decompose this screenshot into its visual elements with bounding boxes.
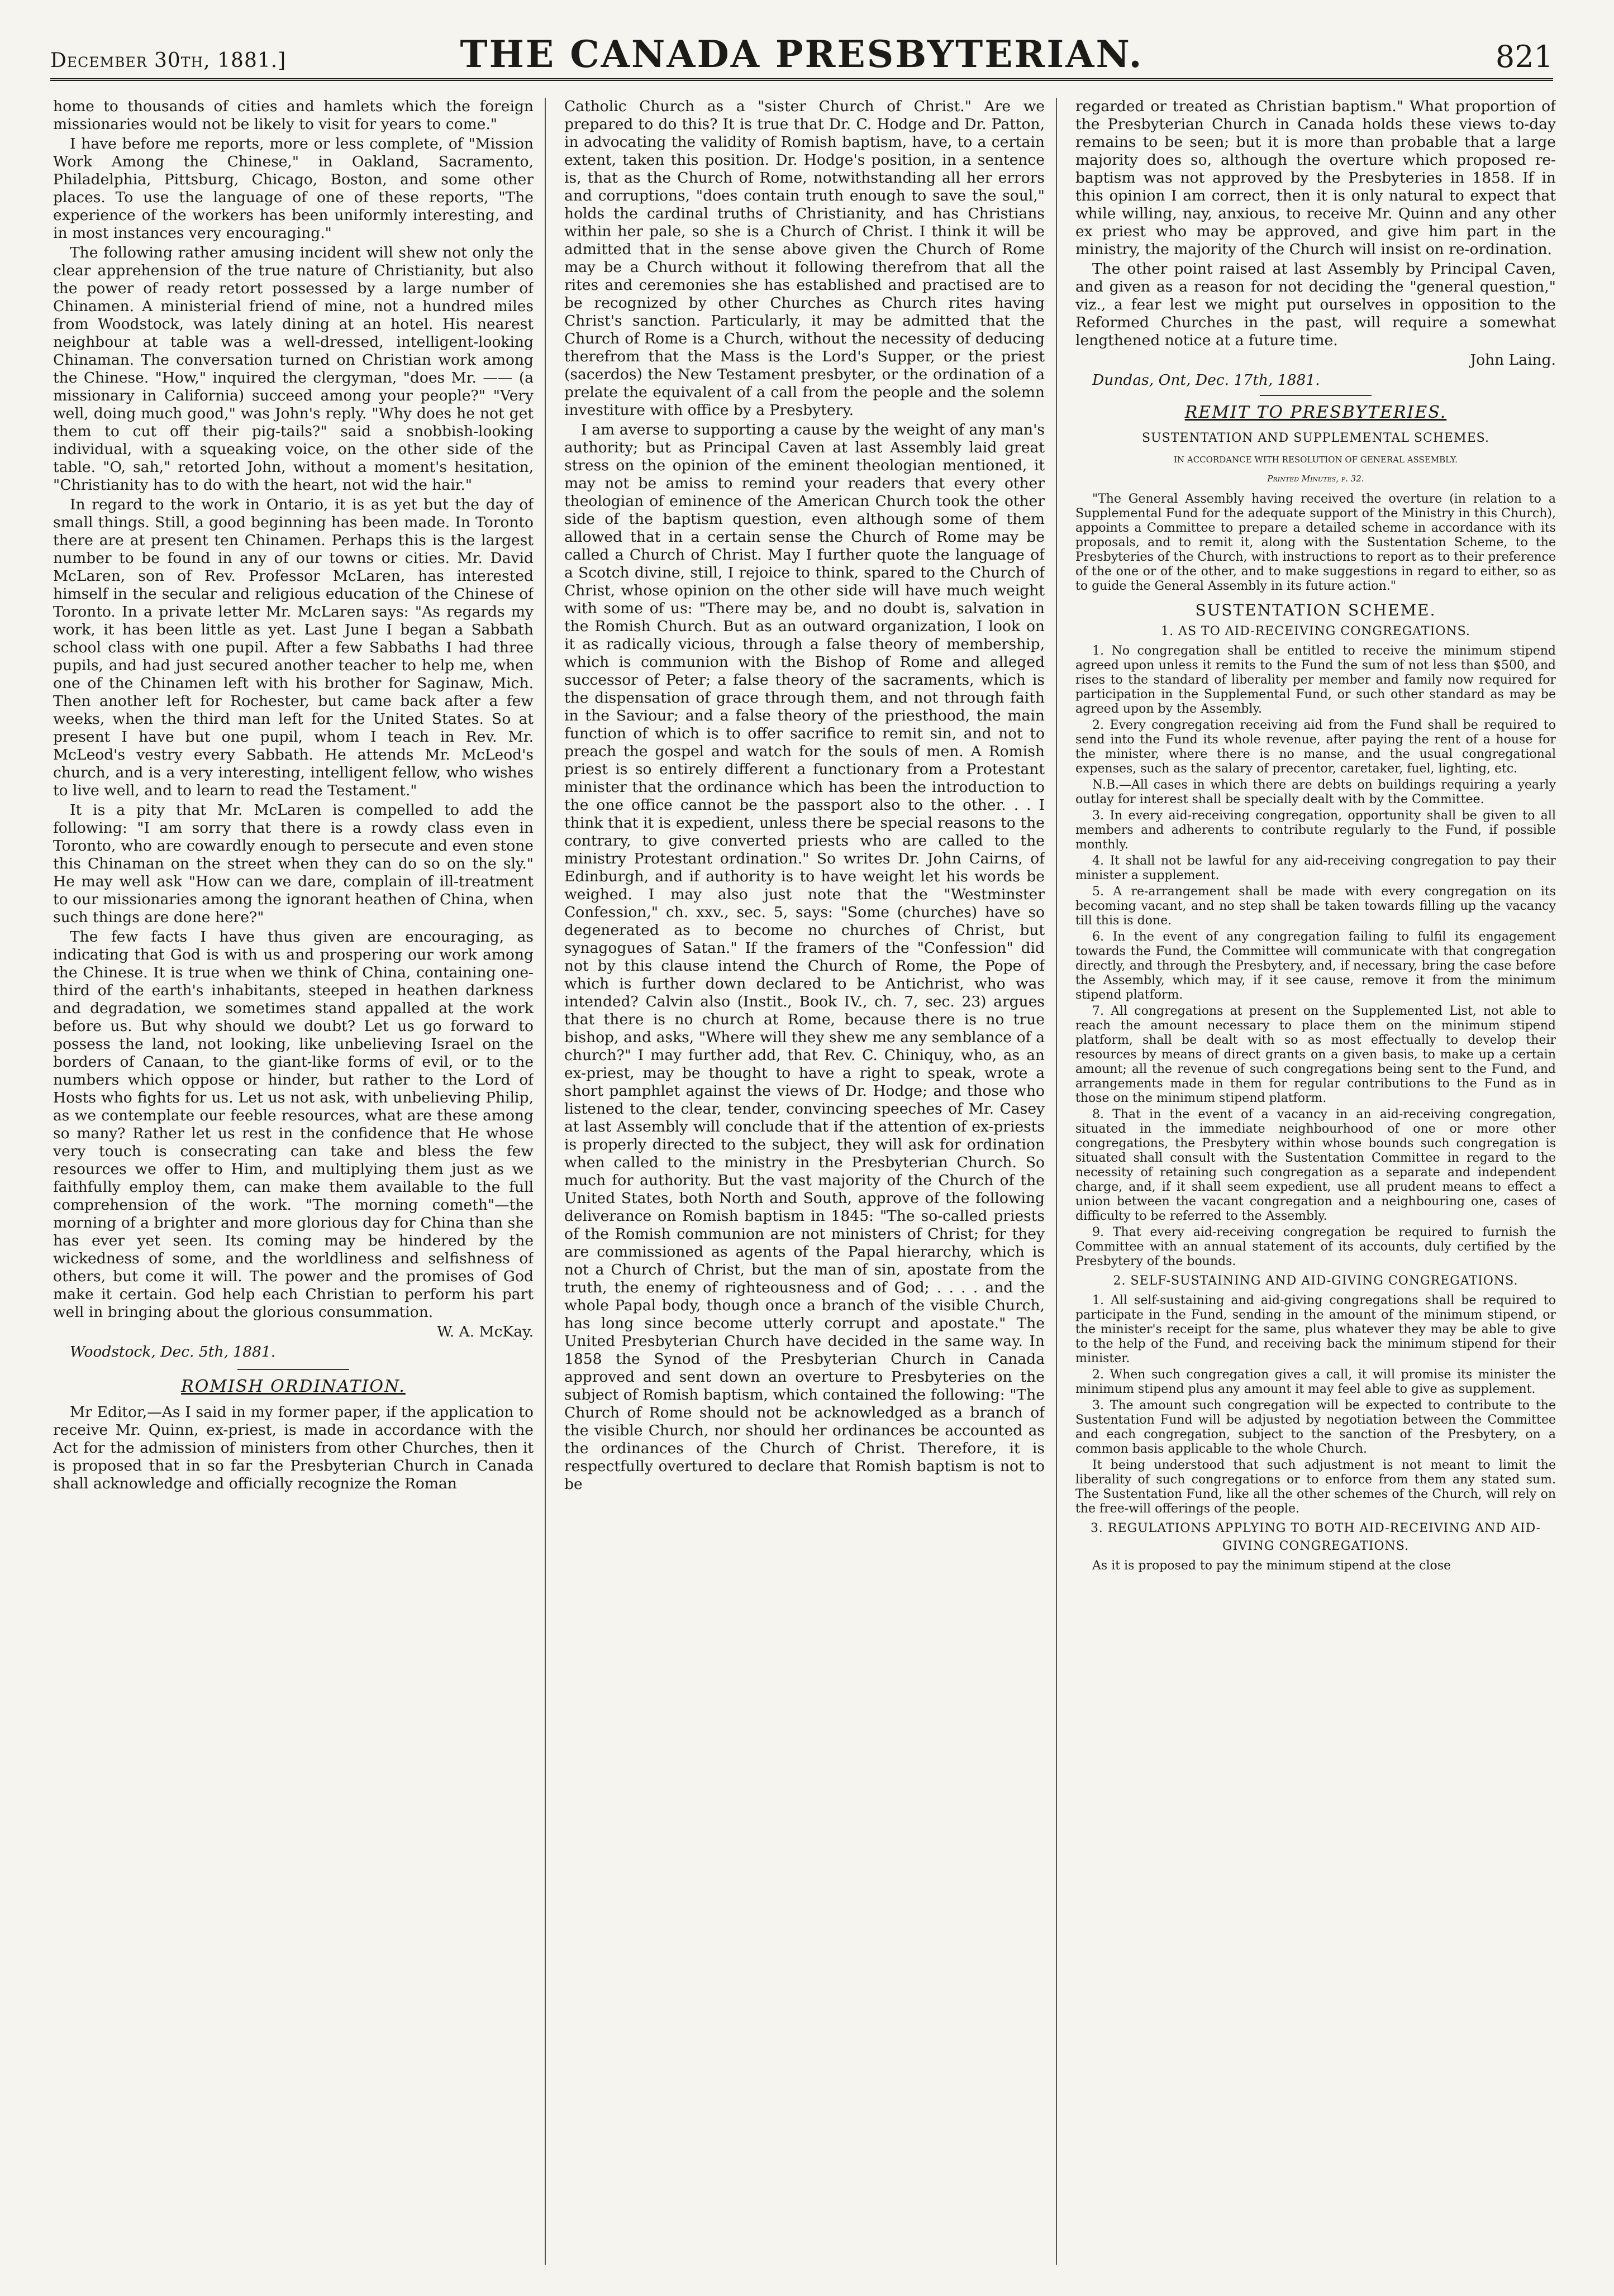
article-subtitle: SUSTENTATION AND SUPPLEMENTAL SCHEMES. [1142, 431, 1489, 445]
paragraph: Catholic Church as a "sister Church of Christ." Are we prepared to do this? It is true that Dr. C. Hodge and Dr. Patton, in advocating the validity of Romish baptism, have, to a certain extent, taken this position. Dr. Hodge's position, in a sentence is, that as the Church of Rome, notwithstanding all her errors and corruptions, "does contain truth enough to save the soul," holds the cardinal truths of Christianity, and has Christians within her pale, so she is a Church of Christ. I think it will be admitted that in the sense above given the Church of Rome may be a Church without it following therefrom that all the rites and ceremonies she has established and practised are to be recognized by other Churches as Church rites having Christ's sanction. Particularly, it may be admitted that the Church of Rome is a Church, without the necessity of deducing therefrom that the Mass is the Lord's Supper, or the priest (sacerdos) the New Testament presbyter, or the ordination of a prelate the equivalent of a call from the people and the solemn investiture with office by a Presbytery. [564, 98, 1045, 419]
list-item: 2. When such congregation gives a call, it will promise its minister the minimum stipend plus any amount it may feel able to give as supplement. [1075, 1368, 1556, 1396]
page-number: 821 [1495, 39, 1553, 74]
masthead [50, 17, 1553, 81]
paragraph: home to thousands of cities and hamlets which the foreign missionaries would not be likely to visit for years to come." [53, 98, 534, 133]
column-2 [564, 98, 1045, 2265]
column-rule [1056, 98, 1057, 2265]
list-item: 3. In every aid-receiving congregation, opportunity shall be given to all members and adherents to contribute regularly to the Fund, if possible monthly. [1075, 809, 1556, 852]
list-item: 1. All self-sustaining and aid-giving congregations shall be required to participate in the Fund, sending in the amount of the minimum stipend, or the minister's receipt for the same, plus whatever they may be able to give to the help of the Fund, and receiving back the minimum stipend for their minister. [1075, 1293, 1556, 1366]
author-signature: W. A. McKay. [437, 1323, 534, 1340]
list-item: N.B.—All cases in which there are debts on buildings requiring a yearly outlay for interest shall be specially dealt with by the Committee. [1075, 778, 1556, 806]
paragraph: The other point raised at last Assembly by Principal Caven, and given as a reason for not deciding the "general question," viz., a fear lest we might put ourselves in opposition to the Reformed Churches in the past, will require a somewhat lengthened notice at a future time. [1075, 260, 1556, 349]
divider [237, 1369, 349, 1370]
list-item: 4. It shall not be lawful for any aid-receiving congregation to pay their minister a supplement. [1075, 854, 1556, 882]
divider [1260, 395, 1372, 396]
list-item: 5. A re-arrangement shall be made with every congregation on its becoming vacant, and no step shall be taken towards filling up the vacancy till this is done. [1075, 885, 1556, 928]
dateline: Woodstock, Dec. 5th, 1881. [70, 1343, 276, 1361]
article-heading: ROMISH ORDINATION. [181, 1377, 406, 1396]
paragraph: I have before me reports, more or less complete, of "Mission Work Among the Chinese," in Oakland, Sacramento, Philadelphia, Pittsburg, Chicago, Boston, and some other places. To use the language of one of these reports, "The experience of the workers has been uniformly interesting, and in most instances very encouraging." [53, 135, 534, 242]
dateline: Dundas, Ont, Dec. 17th, 1881. [1092, 371, 1320, 389]
column-1 [53, 98, 534, 2265]
list-item: 9. That every aid-receiving congregation be required to furnish the Committee with an annual statement of its accounts, duly certified by the Presbytery of the bounds. [1075, 1225, 1556, 1268]
paragraph: Mr Editor,—As I said in my former paper, if the application to receive Mr. Quinn, ex-priest, is made in accordance with the Act for the admission of ministers from other Churches, then it is proposed that in so far the Presbyterian Church in Canada shall acknowledge and officially recognize the Roman [53, 1404, 534, 1492]
scheme-heading: SUSTENTATION SCHEME. [1195, 601, 1436, 619]
column-rule [545, 98, 546, 2265]
article-heading: REMIT TO PRESBYTERIES. [1184, 403, 1447, 422]
paragraph: It is a pity that Mr. McLaren is compelled to add the following: "I am sorry that there is a rowdy class even in Toronto, who are cowardly enough to persecute and even stone this Chinaman on the street when they can do so on the sly." He may well ask "How can we dare, complain of ill-treatment to our missionaries among the ignorant heathen of China, when such things are done here?" [53, 801, 534, 926]
part-heading: 2. SELF-SUSTAINING AND AID-GIVING CONGREGATIONS. [1113, 1274, 1518, 1288]
paragraph: regarded or treated as Christian baptism." What proportion of the Presbyterian Church in Canada holds these views to-day remains to be seen; but it is more than probable that a large majority does so, although the overture which proposed re-baptism was not approved by the Presbyteries in 1858. If in this opinion I am correct, then it is only natural to expect that while willing, nay, anxious, to receive Mr. Quinn and any other ex priest who may be approved, and give him part in the ministry, the majority of the Church will insist on re-ordination. [1075, 98, 1556, 258]
list-item: 1. No congregation shall be entitled to receive the minimum stipend agreed upon unless it remits to the Fund the sum of not less than $500, and rises to the standard of liberality per member and family now required for participation in the Supplemental Fund, or such other standard as may be agreed upon by the Assembly. [1075, 644, 1556, 716]
part-heading: 1. AS TO AID-RECEIVING CONGREGATIONS. [1161, 624, 1470, 638]
paragraph: In regard to the work in Ontario, it is as yet but the day of small things. Still, a good beginning has been made. In Toronto there are at present ten Chinamen. Perhaps this is the largest number to be found in any of our towns or cities. Mr. David McLaren, son of Rev. Professor McLaren, has interested himself in the secular and religious education of the Chinese of Toronto. In a private letter Mr. McLaren says: "As regards my work, it has been little as yet. Last June I began a Sabbath school class with one pupil. After a few Sabbaths I had three pupils, and had just secured another teacher to help me, when one of the Chinamen left with his brother for Saginaw, Mich. Then another left for Rochester, but came back after a few weeks, when the third man left for the United States. So at present I have but one pupil, whom I teach in Rev. Mr. McLeod's vestry every Sabbath. He attends Mr. McLeod's church, and is a very interesting, intelligent fellow, who wishes to live well, and to learn to read the Testament." [53, 496, 534, 799]
part-heading: 3. REGULATIONS APPLYING TO BOTH AID-RECEIVING AND AID-GIVING CONGREGATIONS. [1090, 1521, 1541, 1553]
intro-quote: "The General Assembly having received the overture (in relation to a Supplemental Fund for the adequate support of the Ministry in this Church), appoints a Committee to prepare a detailed scheme in accordance with its proposals, and to remit it, along with the Sustentation Scheme, to the Presbyteries of the Church, with instructions to report as to their preference of the one or of the other, and to make suggestions in regard to either, so as to guide the General Assembly in its future action." [1075, 492, 1556, 593]
article-note: Printed Minutes, p. 32. [1267, 474, 1364, 484]
paragraph: The few facts I have thus given are encouraging, as indicating that God is with us and prospering our work among the Chinese. It is true when we think of China, containing one-third of the earth's inhabitants, steeped in heathen darkness and degradation, we sometimes stand appalled at the work before us. But why should we doubt? Let us go forward to possess the land, not looking, like unbelieving Israel on the borders of Canaan, to the giant-like forms of evil, or to the numbers which oppose or hinder, but rather to the Lord of Hosts who fights for us. Let us not ask, with unbelieving Philip, as we contemplate our feeble resources, what are these among so many? Rather let us rest in the confidence that He whose very touch is consecrating can take and bless the few resources we offer to Him, and multiplying them just as we faithfully employ them, can make them available to the full comprehension of the work. "The morning cometh"—the morning of a brighter and more glorious day for China than she has ever yet seen. Its coming may be hindered by the wickedness of some, and the worldliness and selfishness of others, but come it will. The power and the promises of God make it certain. God help each Christian to perform his part well in bringing about the glorious consummation. [53, 928, 534, 1321]
list-item: It being understood that such adjustment is not meant to limit the liberality of such congregations or to enforce from them any stated sum. The Sustentation Fund, like all the other schemes of the Church, will rely on the free-will offerings of the people. [1075, 1458, 1556, 1516]
list-item: 6. In the event of any congregation failing to fulfil its engagement towards the Fund, the Committee will communicate with that congregation directly, and through the Presbytery, and, if necessary, bring the case before the Assembly, which may, if it see cause, remove it from the minimum stipend platform. [1075, 930, 1556, 1002]
issue-date: December 30th, 1881.] [50, 49, 287, 72]
list-item: 3. The amount such congregation will be expected to contribute to the Sustentation Fund will be adjusted by negotiation between the Committee and each congregation, subject to the sanction of the Presbytery, on a common basis applicable to the whole Church. [1075, 1398, 1556, 1456]
list-item: 7. All congregations at present on the Supplemented List, not able to reach the amount necessary to place them on the minimum stipend platform, shall be dealt with so as most effectually to develop their resources by means of direct grants on a given basis, to make up a certain amount; all the revenue of such congregations being sent to the Fund, and arrangements made in them for regular contributions to the Fund as in those on the minimum stipend platform. [1075, 1004, 1556, 1105]
paragraph: The following rather amusing incident will shew not only the clear apprehension of the true nature of Christianity, but also the power of ready retort possessed by a large number of Chinamen. A ministerial friend of mine, not a hundred miles from Woodstock, was lately dining at an hotel. His nearest neighbour at table was a well-dressed, intelligent-looking Chinaman. The conversation turned on Christian work among the Chinese. "How," inquired the clergyman, "does Mr. —— (a missionary in California) succeed among your people?" "Very well, doing much good," was John's reply. "Why does he not get them to cut off their pig-tails?" said a snobbish-looking individual, with a squeaking voice, on the other side of the table. "O, sah," retorted John, without a moment's hesitation, "Christianity has to do with the heart, not wid the hair." [53, 244, 534, 494]
paragraph: As it is proposed to pay the minimum stipend at the close [1092, 1559, 1451, 1573]
paragraph: I am averse to supporting a cause by the weight of any man's authority; but as Principal Caven at last Assembly laid great stress on the opinion of the eminent theologian mentioned, it may not be amiss to remind your readers that every other theologian of eminence of the American Church took the other side of the baptism question, even although some of them allowed that in a certain sense the Church of Rome may be called a Church of Christ. May I further quote the language of a Scotch divine, still, I rejoice to think, spared to the Church of Christ, whose opinion on the other side will have much weight with some of us: "There may be, and no doubt is, salvation in the Romish Church. But as an outward organization, I look on it as radically vicious, through a false theory of membership, which is communion with the Bishop of Rome and alleged successor of Peter; a false theory of the sacraments, which is the dispensation of grace through them, and not through faith in the Saviour; and a false theory of the priesthood, the main function of which is to offer sacrifice to remit sin, and not to preach the gospel and watch for the souls of men. A Romish priest is so entirely different a functionary from a Protestant minister that the ordinance which has been the introduction to the one office cannot be the passport also to the other. . . I think that it is expedient, unless there be special reasons to the contrary, to give converted priests who are called to the ministry Protestant ordination." So writes Dr. John Cairns, of Edinburgh, and if authority is to have weight let his words be weighed. I may also just note that the "Westminster Confession," ch. xxv., sec. 5, says: "Some (churches) have so degenerated as to become no churches of Christ, but synagogues of Satan." If the framers of the "Confession" did not by this clause intend the Church of Rome, the Pope of which is further down declared to be Antichrist, who was intended? Calvin also (Instit., Book IV., ch. 7, sec. 23) argues that there is no church at Rome, because there is no true bishop, and asks, "Where will they shew me any semblance of a church?" I may further add, that Rev. C. Chiniquy, who, as an ex-priest, may be thought to have a right to speak, wrote a short pamphlet against the views of Dr. Hodge; and those who listened to the clear, tender, convincing speeches of Mr. Casey at last Assembly will conclude that if the attention of ex-priests is properly directed to the subject, they will ask for ordination when called to the ministry in the Presbyterian Church. So much for authority. But the vast majority of the Church of the United States, both North and South, approve of the following deliverance on Romish baptism in 1845: "The so-called priests of the Romish communion are not ministers of Christ; for they are commissioned as agents of the Papal hierarchy, which is not a Church of Christ, but the man of sin, apostate from the truth, the enemy of righteousness and of God; . . . . and the whole Papal body, though once a branch of the visible Church, has long since become utterly corrupt and apostate." The United Presbyterian Church have decided in the same way. In 1858 the Synod of the Presbyterian Church in Canada approved and sent down an overture to Presbyteries on the subject of Romish baptism, which contained the following: "The Church of Rome should not be acknowledged as a branch of the visible Church, nor should her ordinances be accounted as the ordinances of the Church of Christ. Therefore, it is respectfully overtured to declare that Romish baptism is not to be [564, 421, 1045, 1493]
list-item: 8. That in the event of a vacancy in an aid-receiving congregation, situated in the immediate neighbourhood of one or more other congregations, the Presbytery within whose bounds such congregation is situated shall consult with the Sustentation Committee in regard to the necessity of retaining such congregation as a separate and independent charge, and, if it shall seem expedient, use all prudent means to effect a union between the vacant congregation and a neighbouring one, cases of difficulty to be referred to the Assembly. [1075, 1108, 1556, 1223]
article-note: IN ACCORDANCE WITH RESOLUTION OF GENERAL ASSEMBLY. [1174, 455, 1458, 465]
list-item: 2. Every congregation receiving aid from the Fund shall be required to send into the Fund its whole revenue, after paying the rent of a house for the minister, where there is no manse, and the usual congregational expenses, such as the salary of precentor, caretaker, fuel, lighting, etc. [1075, 718, 1556, 776]
column-3 [1075, 98, 1556, 2265]
author-signature: John Laing. [1470, 351, 1556, 369]
publication-title: THE CANADA PRESBYTERIAN. [460, 32, 1144, 76]
